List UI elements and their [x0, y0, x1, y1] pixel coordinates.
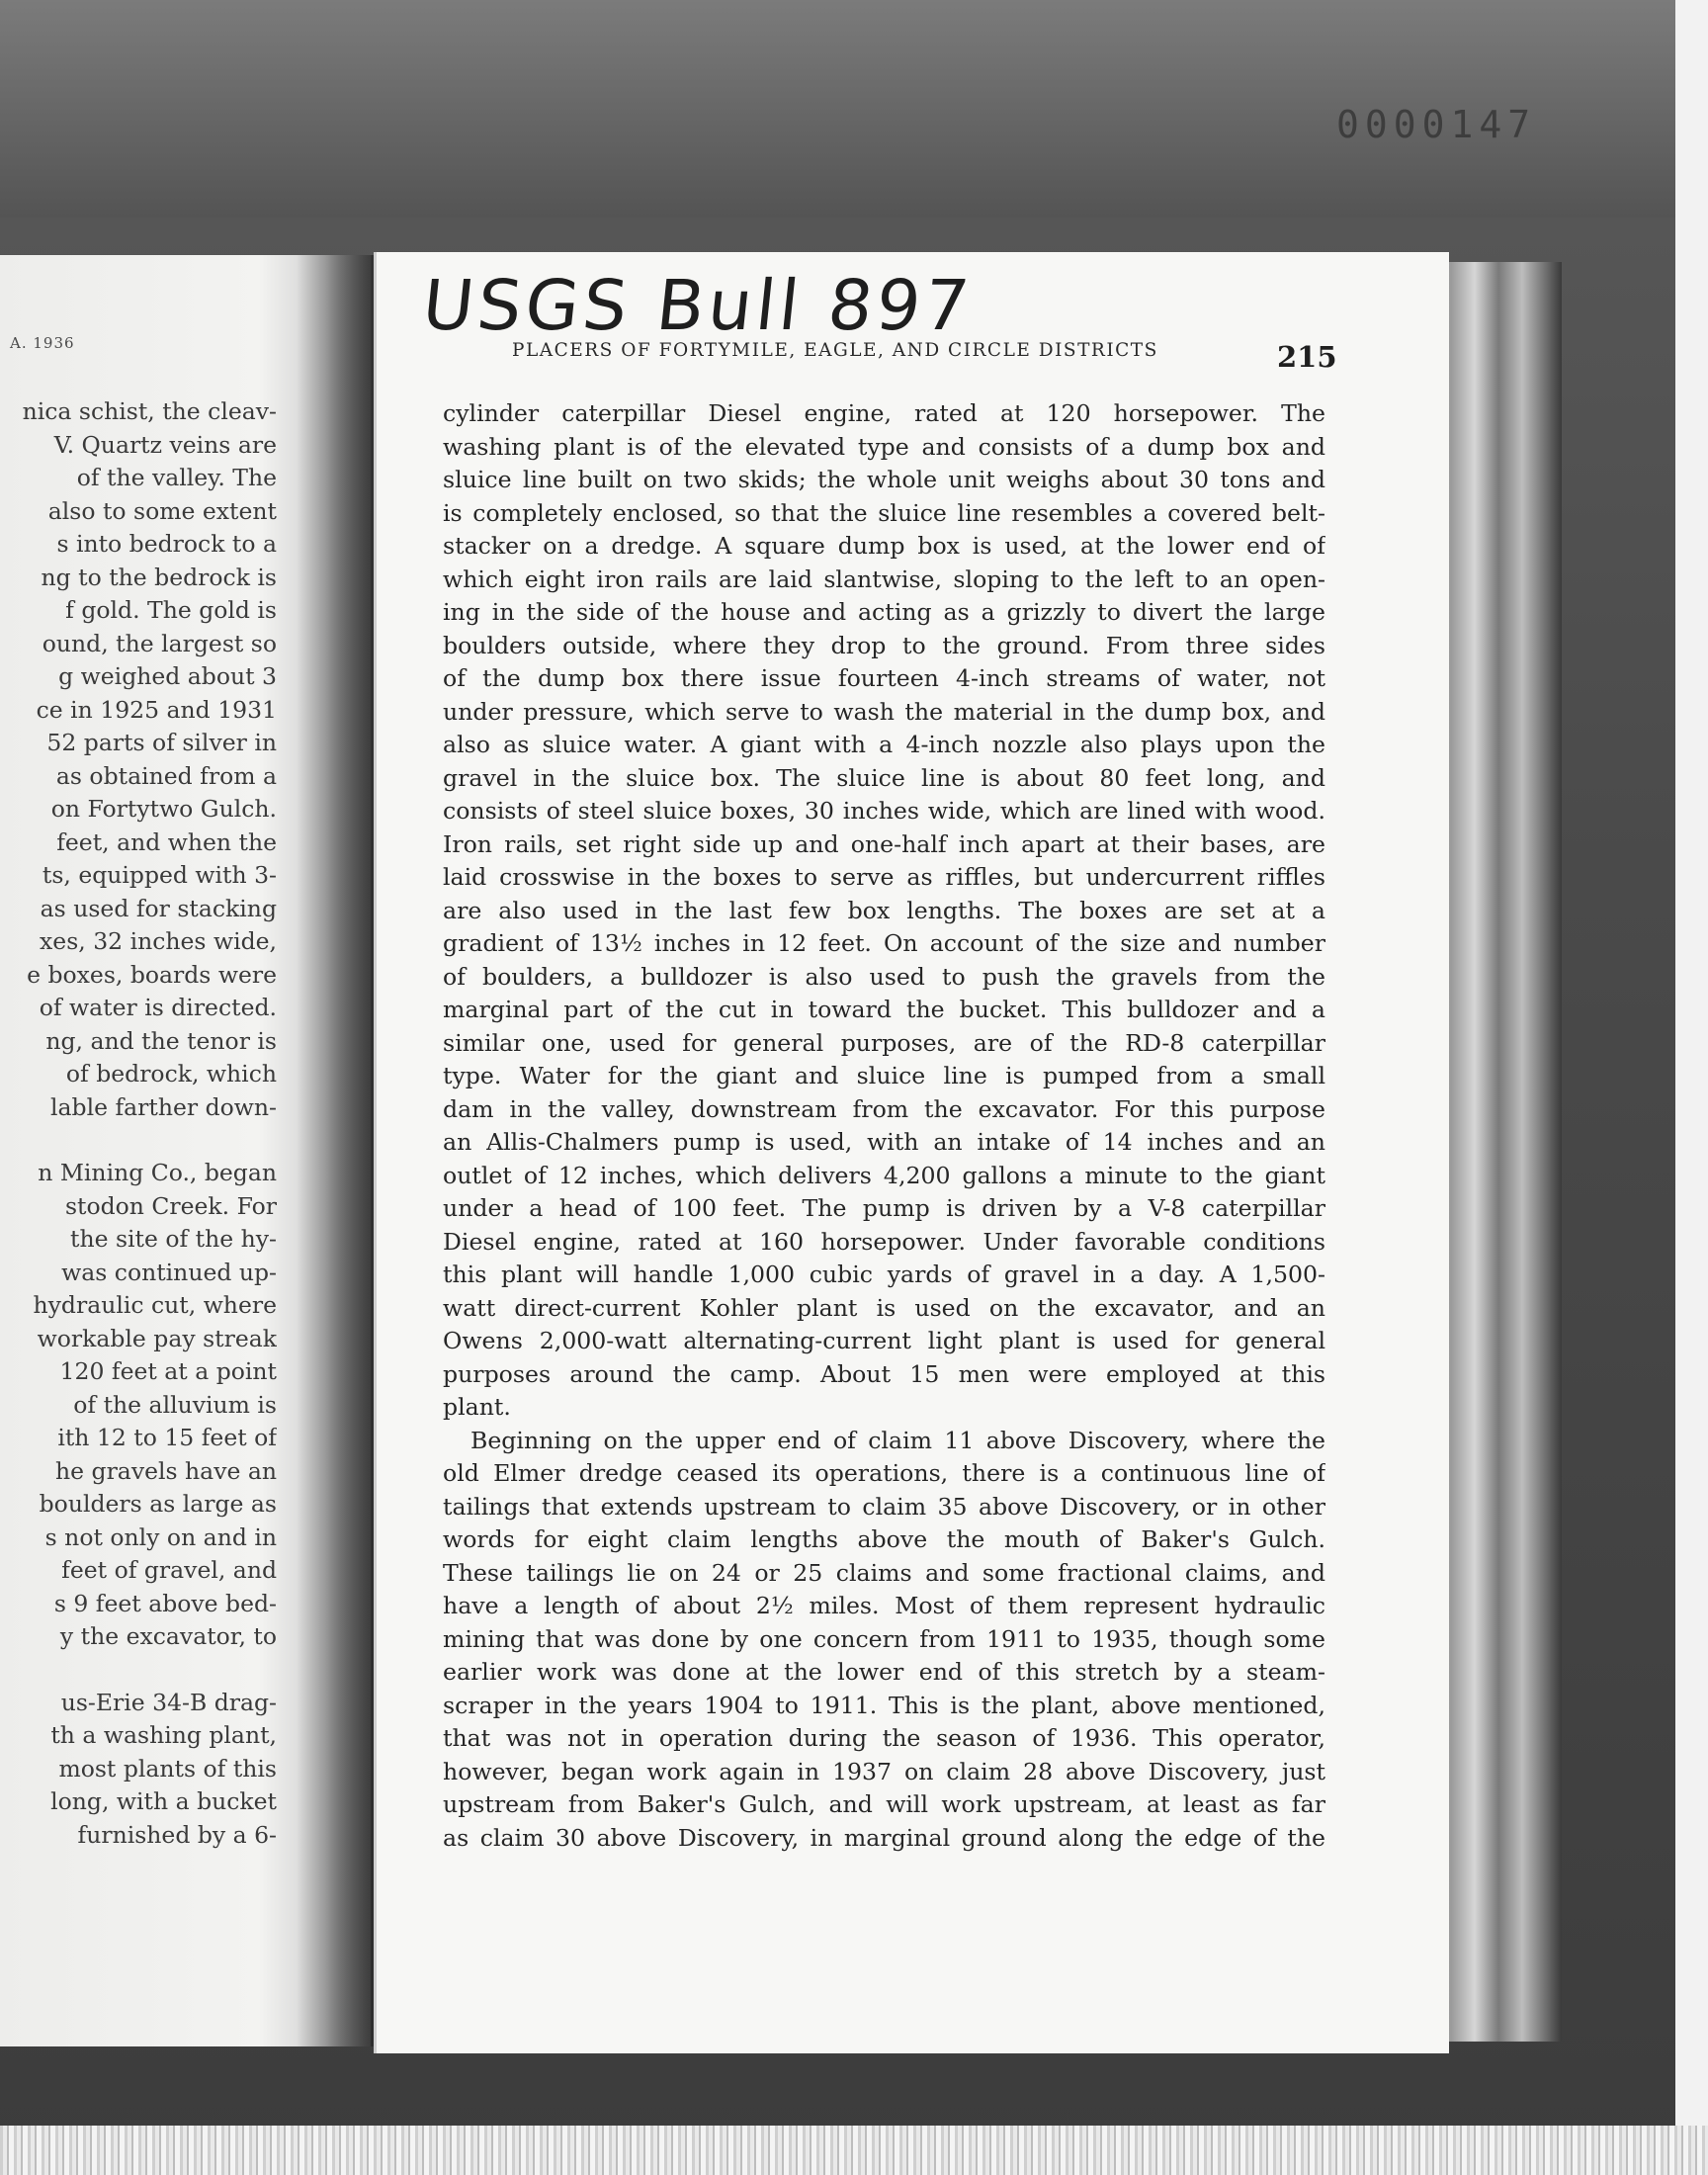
left-text-line: ts, equipped with 3-	[42, 861, 277, 889]
body-text-line: upstream from Baker's Gulch, and will work upstream, at least as far	[443, 1790, 1325, 1818]
left-text-line: th a washing plant,	[50, 1721, 277, 1749]
body-text-line: also as sluice water. A giant with a 4-inch nozzle also plays upon the	[443, 731, 1325, 758]
body-text-line: These tailings lie on 24 or 25 claims and some fractional claims, and	[443, 1558, 1325, 1587]
left-text-line: s into bedrock to a	[56, 530, 277, 558]
left-text-line: us-Erie 34-B drag-	[60, 1688, 277, 1716]
left-text-line: workable pay streak	[37, 1324, 277, 1352]
running-head: PLACERS OF FORTYMILE, EAGLE, AND CIRCLE DISTRICTS	[512, 340, 1158, 361]
body-text-line: Diesel engine, rated at 160 horsepower. Under favorable conditions	[443, 1227, 1325, 1256]
left-text-line: the site of the hy-	[70, 1225, 277, 1253]
left-text-line: e boxes, boards were	[27, 960, 277, 989]
body-text-line: tailings that extends upstream to claim 35 above Discovery, or in other	[443, 1492, 1325, 1521]
page-number: 215	[1277, 340, 1337, 374]
left-text-line: ound, the largest so	[42, 629, 277, 657]
body-text-line: that was not in operation during the season of 1936. This operator,	[443, 1724, 1325, 1752]
left-text-line: of the valley. The	[76, 464, 277, 491]
body-text-line: words for eight claim lengths above the mouth of Baker's Gulch.	[443, 1525, 1325, 1553]
left-text-line: f gold. The gold is	[65, 596, 277, 624]
body-text-line: Iron rails, set right side up and one-half inch apart at their bases, are	[443, 829, 1325, 858]
paragraph-gap	[10, 1654, 277, 1687]
left-text-line: furnished by a 6-	[77, 1820, 277, 1849]
left-page-header: A. 1936	[10, 334, 75, 352]
left-text-line: ith 12 to 15 feet of	[57, 1424, 277, 1451]
body-text-line: cylinder caterpillar Diesel engine, rated at 120 horsepower. The	[443, 399, 1325, 427]
body-text-line: outlet of 12 inches, which delivers 4,200 gallons a minute to the giant	[443, 1161, 1325, 1189]
body-text-line: earlier work was done at the lower end of this stretch by a steam-	[443, 1658, 1325, 1686]
left-text-line: y the excavator, to	[59, 1622, 277, 1650]
body-text-line: similar one, used for general purposes, are of the RD-8 caterpillar	[443, 1028, 1325, 1057]
body-text-line: of boulders, a bulldozer is also used to push the gravels from the	[443, 962, 1325, 991]
body-text-line: under a head of 100 feet. The pump is driven by a V-8 caterpillar	[443, 1194, 1325, 1222]
left-text-line: lable farther down-	[50, 1092, 277, 1121]
left-text-line: ng, and the tenor is	[45, 1026, 277, 1055]
left-text-line: xes, 32 inches wide,	[40, 927, 277, 955]
body-text-line: washing plant is of the elevated type and consists of a dump box and	[443, 432, 1325, 461]
body-text-line: as claim 30 above Discovery, in marginal ground along the edge of the	[443, 1823, 1325, 1852]
body-text-line: plant.	[443, 1393, 511, 1421]
left-text-line: boulders as large as	[39, 1490, 277, 1518]
body-text-line: an Allis-Chalmers pump is used, with an intake of 14 inches and an	[443, 1128, 1325, 1156]
left-text-line: ce in 1925 and 1931	[36, 695, 277, 724]
body-text-line: of the dump box there issue fourteen 4-inch streams of water, not	[443, 664, 1325, 692]
left-text-line: g weighed about 3	[58, 662, 277, 690]
left-text-line: 52 parts of silver in	[46, 729, 277, 756]
body-text-line: mining that was done by one concern from 1911 to 1935, though some	[443, 1624, 1325, 1653]
body-text-line: this plant will handle 1,000 cubic yards of gravel in a day. A 1,500-	[443, 1261, 1325, 1288]
body-text-line: is completely enclosed, so that the sluice line resembles a covered belt-	[443, 498, 1325, 527]
body-text-line: Owens 2,000-watt alternating-current light plant is used for general	[443, 1327, 1325, 1354]
handwritten-note: USGS Bull 897	[418, 265, 978, 346]
left-text-line: nica schist, the cleav-	[22, 397, 277, 425]
body-text-line: gradient of 13½ inches in 12 feet. On account of the size and number	[443, 929, 1325, 957]
left-text-line: feet, and when the	[56, 827, 277, 856]
body-text-line: type. Water for the giant and sluice line is pumped from a small	[443, 1062, 1325, 1089]
scan-right-margin	[1675, 0, 1708, 2175]
left-text-line: feet of gravel, and	[61, 1556, 277, 1584]
left-text-line: s 9 feet above bed-	[53, 1589, 277, 1617]
body-text-line: ing in the side of the house and acting as a grizzly to divert the large	[443, 598, 1325, 626]
left-text-line: was continued up-	[61, 1258, 277, 1286]
book-gutter-shadow	[297, 255, 376, 2046]
left-text-line: also to some extent	[47, 496, 277, 525]
body-text-line: old Elmer dredge ceased its operations, there is a continuous line of	[443, 1459, 1325, 1487]
left-text-line: as obtained from a	[55, 761, 277, 790]
left-text-line: n Mining Co., began	[38, 1159, 277, 1186]
left-page-text	[10, 395, 277, 1852]
paragraph-gap	[10, 1124, 277, 1157]
body-text-line: under pressure, which serve to wash the material in the dump box, and	[443, 697, 1325, 726]
left-text-line: stodon Creek. For	[64, 1191, 277, 1220]
scan-bottom-noise	[0, 2126, 1708, 2175]
body-text-line: have a length of about 2½ miles. Most of them represent hydraulic	[443, 1592, 1325, 1619]
left-text-line: most plants of this	[58, 1754, 277, 1783]
left-text-line: 120 feet at a point	[59, 1357, 277, 1385]
left-text-line: of the alluvium is	[73, 1390, 277, 1419]
body-text-line: consists of steel sluice boxes, 30 inches wide, which are lined with wood.	[443, 797, 1325, 825]
body-text-line: marginal part of the cut in toward the bucket. This bulldozer and a	[443, 996, 1325, 1023]
body-text	[443, 397, 1325, 1855]
body-text-line: sluice line built on two skids; the whole unit weighs about 30 tons and	[443, 466, 1325, 493]
body-text-line: boulders outside, where they drop to the ground. From three sides	[443, 631, 1325, 659]
left-text-line: as used for stacking	[40, 894, 277, 922]
body-text-line: are also used in the last few box lengths. The boxes are set at a	[443, 896, 1325, 924]
body-text-line: gravel in the sluice box. The sluice line is about 80 feet long, and	[443, 763, 1325, 792]
body-text-line: scraper in the years 1904 to 1911. This is the plant, above mentioned,	[443, 1691, 1325, 1719]
left-text-line: s not only on and in	[44, 1522, 277, 1551]
body-text-line: which eight iron rails are laid slantwise, sloping to the left to an open-	[443, 565, 1325, 593]
left-text-line: V. Quartz veins are	[53, 430, 277, 459]
body-text-line: watt direct-current Kohler plant is used on the excavator, and an	[443, 1293, 1325, 1322]
body-text-line: Beginning on the upper end of claim 11 above Discovery, where the	[470, 1426, 1325, 1454]
left-text-line: of bedrock, which	[65, 1060, 277, 1088]
body-text-line: however, began work again in 1937 on claim 28 above Discovery, just	[443, 1757, 1325, 1785]
document-stamp: 0000147	[1336, 103, 1537, 146]
left-text-line: hydraulic cut, where	[33, 1291, 277, 1319]
left-text-line: he gravels have an	[55, 1456, 277, 1485]
left-text-line: of water is directed.	[39, 994, 277, 1021]
left-text-line: on Fortytwo Gulch.	[50, 795, 277, 823]
body-text-line: laid crosswise in the boxes to serve as riffles, but undercurrent riffles	[443, 863, 1325, 891]
body-text-line: stacker on a dredge. A square dump box is used, at the lower end of	[443, 532, 1325, 560]
body-text-line: purposes around the camp. About 15 men were employed at this	[443, 1359, 1325, 1388]
left-text-line: ng to the bedrock is	[41, 563, 277, 591]
body-text-line: dam in the valley, downstream from the excavator. For this purpose	[443, 1094, 1325, 1123]
left-text-line: long, with a bucket	[50, 1787, 277, 1815]
